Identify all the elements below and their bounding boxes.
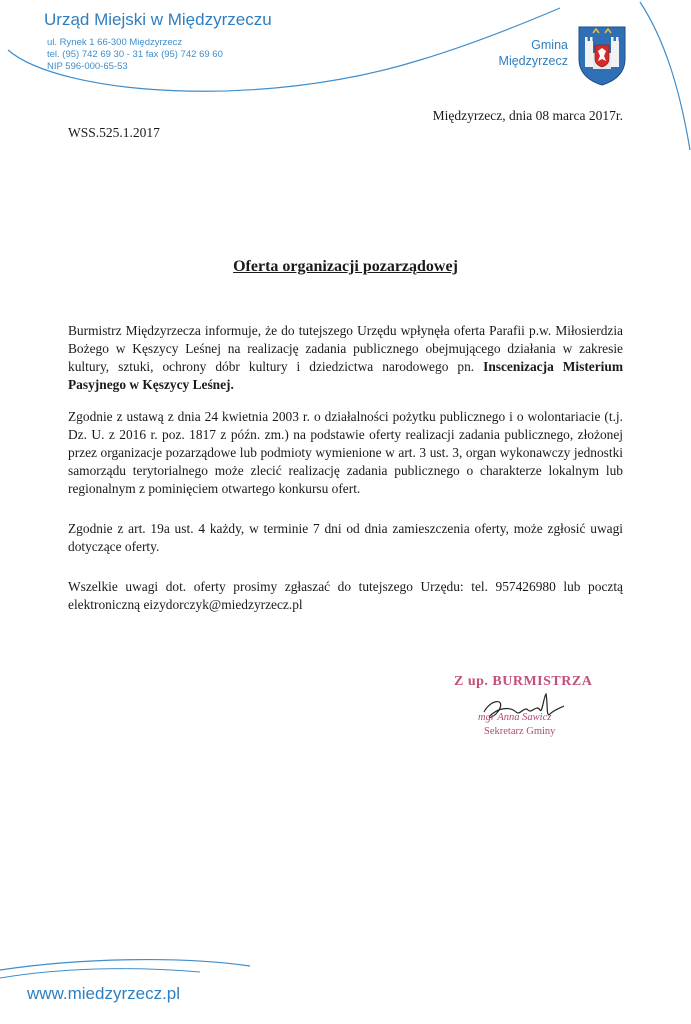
office-nip: NIP 596-000-65-53 bbox=[47, 61, 128, 72]
place-and-date: Międzyrzecz, dnia 08 marca 2017r. bbox=[432, 108, 623, 123]
gmina-label bbox=[499, 37, 568, 69]
office-name: Urząd Miejski w Międzyrzeczu bbox=[44, 10, 272, 29]
project-name: Inscenizacja Misterium Pasyjnego w Kęszycy Leśnej. bbox=[68, 359, 623, 392]
stamp-signer-role: Sekretarz Gminy bbox=[484, 726, 556, 737]
office-address: ul. Rynek 1 66-300 Międzyrzecz bbox=[47, 37, 183, 48]
reference-number: WSS.525.1.2017 bbox=[68, 125, 160, 140]
paragraph-comment-deadline: Zgodnie z art. 19a ust. 4 każdy, w terminie 7 dni od dnia zamieszczenia oferty, może zgłosić uwagi dotyczące oferty. bbox=[68, 521, 623, 554]
gmina-line2: Międzyrzecz bbox=[498, 54, 568, 68]
stamp-signer-name: mgr Anna Sawicz bbox=[478, 712, 552, 723]
paragraph-legal-basis: Zgodnie z ustawą z dnia 24 kwietnia 2003 r. o działalności pożytku publicznego i o wolontariacie (t.j. Dz. U. z 2016 r. poz. 1817 z późn. zm.) na podstawie oferty realizacji zadania publicznego, złożonej przez organizacje pozarządowe lub podmioty wymienione w art. 3 ust. 3, organ wykonawczy jednostki samorządu terytorialnego może zlecić realizację zadania publicznego o charakterze lokalnym lub regionalnym z pominięciem otwartego konkursu ofert. bbox=[68, 409, 623, 496]
paragraph-contact: Wszelkie uwagi dot. oferty prosimy zgłaszać do tutejszego Urzędu: tel. 957426980 lub pocztą elektroniczną eizydorczyk@miedzyrzecz.pl bbox=[68, 579, 623, 612]
document-body bbox=[68, 322, 623, 628]
office-phone: tel. (95) 742 69 30 - 31 fax (95) 742 69 60 bbox=[47, 49, 223, 60]
document-title: Oferta organizacji pozarządowej bbox=[233, 258, 458, 275]
coat-of-arms-icon bbox=[577, 25, 627, 87]
gmina-line1: Gmina bbox=[531, 38, 568, 52]
handwritten-signature bbox=[478, 690, 568, 730]
paragraph-offer-info bbox=[68, 322, 623, 394]
footer-website-link[interactable]: www.miedzyrzecz.pl bbox=[27, 984, 181, 1003]
paragraph-offer-text: Burmistrz Międzyrzecza informuje, że do tutejszego Urzędu wpłynęła oferta Parafii p.w. Miłosierdzia Bożego w Kęszycy Leśnej na realizację zadania publicznego obejmującego działania w zakresie kultury, sztuki, ochrony dóbr kultury i dziedzictwa narodowego pn. bbox=[68, 323, 623, 374]
stamp-title: Z up. BURMISTRZA bbox=[454, 674, 593, 689]
